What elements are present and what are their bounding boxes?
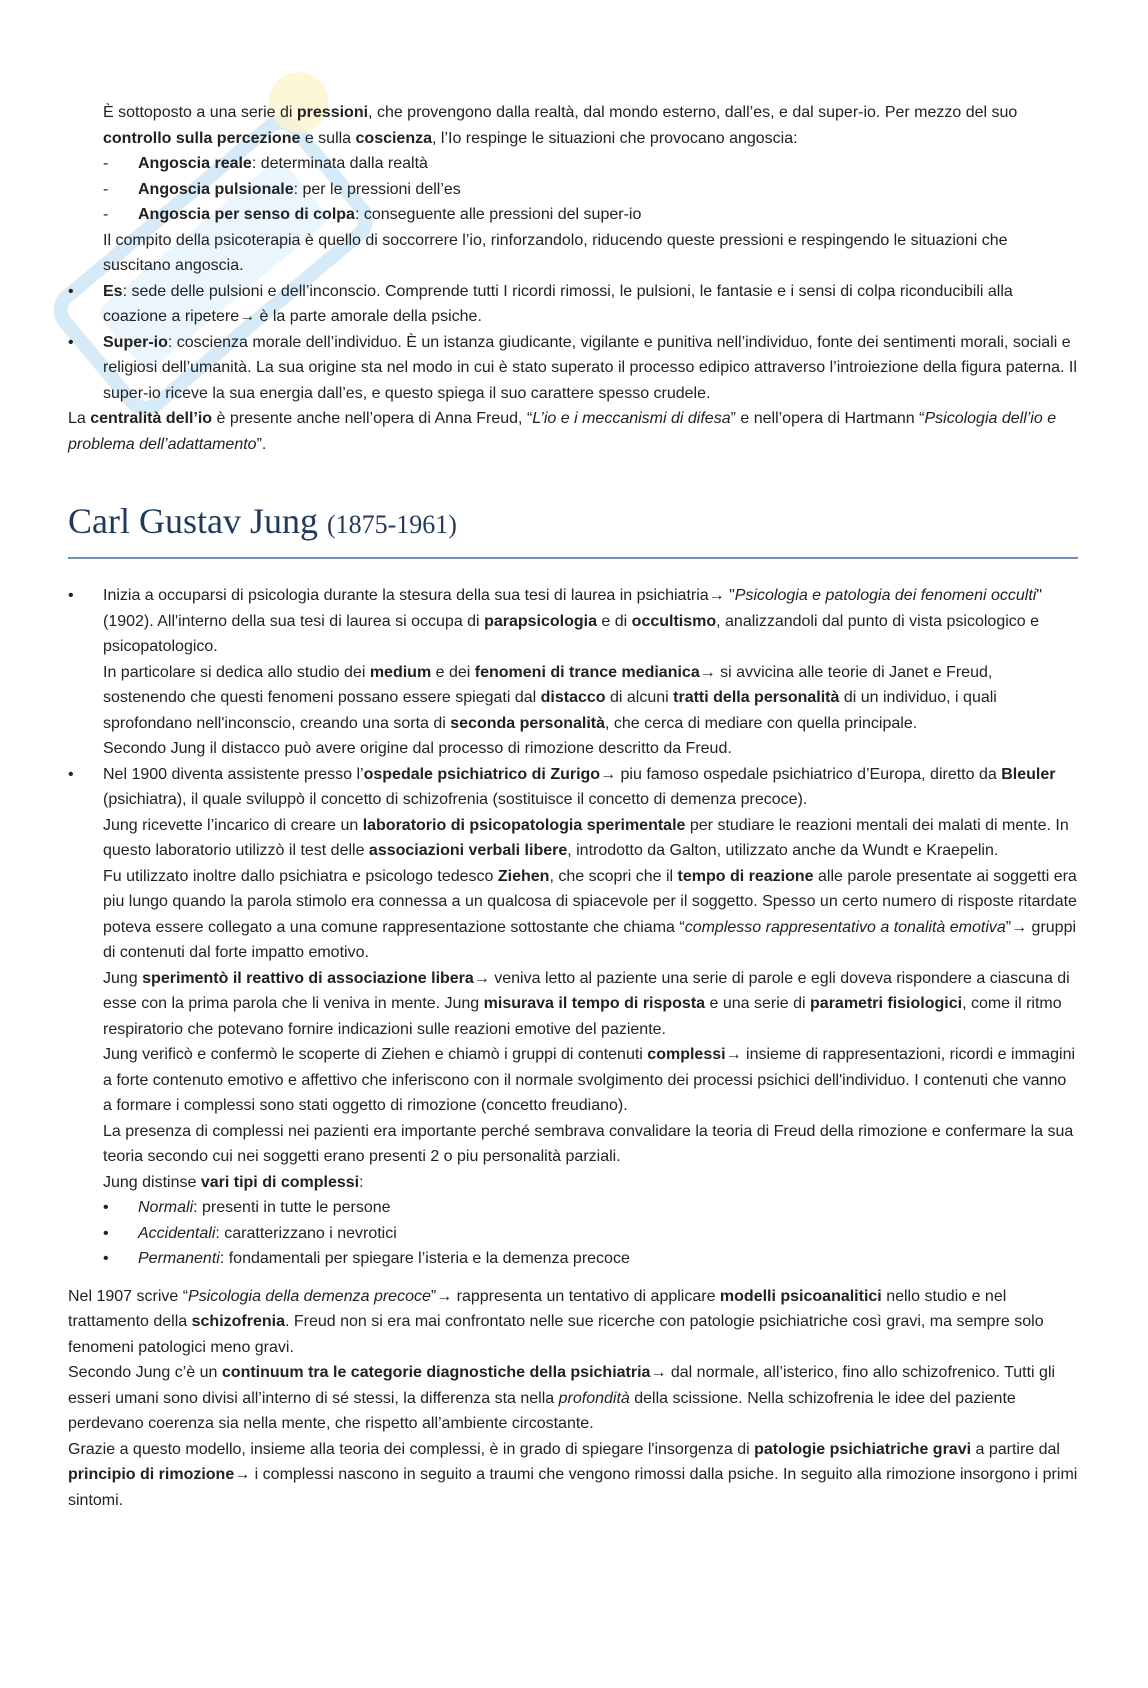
jung-bullet-zurich: • Nel 1900 diventa assistente presso l’ospedale psichiatrico di Zurigo→ piu famoso ospedale psichiatrico d’Europa, diretto da Bleuler (psichiatra), il quale sviluppò il concetto di schizofrenia (sostituisce il concetto di demenza precoce). [68, 765, 1056, 808]
list-item: • Normali: presenti in tutte le persone [103, 1199, 391, 1216]
presence-paragraph: La presenza di complessi nei pazienti era importante perché sembrava convalidare la teoria di Freud della rimozione e confermare la sua teoria secondo cui nei soggetti erano presenti 2 o piu personalità parziali. [103, 1122, 1074, 1165]
list-item: • Accidentali: caratterizzano i nevrotici [103, 1224, 397, 1242]
list-item: - Angoscia per senso di colpa: conseguente alle pressioni del super-io [103, 206, 642, 223]
ziehen-paragraph: Fu utilizzato inoltre dallo psichiatra e psicologo tedesco Ziehen, che scopri che il tempo di reazione alle parole presentate ai soggetti era piu lungo quando la parola stimolo era connessa a un qualcosa di spiacevole per il soggetto. Spesso un certo numero di risposte ritardate poteva essere collegato a una comune rappresentazione sottostante che chiama “complesso rappresentativo a tonalità emotiva”→ gruppi di contenuti dal forte impatto emotivo. [103, 867, 1077, 961]
list-item: - Angoscia reale: determinata dalla realtà [103, 155, 428, 172]
medium-paragraph: In particolare si dedica allo studio dei medium e dei fenomeni di trance medianica→ si avvicina alle teorie di Janet e Freud, sostenendo che questi fenomeni possano essere spiegati dal distacco di alcuni tratti della personalità di un individuo, i quali sprofondano nell'inconscio, creando una sorta di seconda personalità, che cerca di mediare con quella principale. [103, 663, 997, 732]
super-io-bullet: • Super-io: coscienza morale dell’individuo. È un istanza giudicante, vigilante e punitiva nell’individuo, fonte dei sentimenti morali, sociali e religiosi dell’umanità. La sua origine sta nel modo in cui è stato superato il processo edipico attraverso l’introiezione della figura paterna. Il super-io riceve la sua energia dall’es, e questo spiega il suo carattere spesso crudele. [68, 333, 1077, 402]
distacco-paragraph: Secondo Jung il distacco può avere origine dal processo di rimozione descritto da Freud. [103, 740, 732, 757]
section-heading: Carl Gustav Jung (1875-1961) [68, 499, 1078, 559]
dementia-paragraph: Nel 1907 scrive “Psicologia della demenza precoce”→ rappresenta un tentativo di applicare modelli psicoanalitici nello studio e nel trattamento della schizofrenia. Freud non si era mai confrontato nelle sue ricerche con patologie psichiatriche così gravi, ma sempre solo fenomeni patologici meno gravi. [68, 1287, 1044, 1356]
types-intro: Jung distinse vari tipi di complessi: [103, 1173, 364, 1191]
laboratory-paragraph: Jung ricevette l’incarico di creare un laboratorio di psicopatologia sperimentale per studiare le reazioni mentali dei malati di mente. In questo laboratorio utilizzò il test delle associazioni verbali libere, introdotto da Galton, utilizzato anche da Wundt e Kraepelin. [103, 816, 1069, 859]
es-bullet: • Es: sede delle pulsioni e dell’inconscio. Comprende tutti I ricordi rimossi, le pulsioni, le fantasie e i sensi di colpa riconducibili alla coazione a ripetere→ è la parte amorale della psiche. [68, 282, 1013, 325]
io-pressures-paragraph: È sottoposto a una serie di pressioni, che provengono dalla realtà, dal mondo esterno, dall’es, e dal super-io. Per mezzo del suo controllo sulla percezione e sulla coscienza, l’Io respinge le situazioni che provocano angoscia: [103, 104, 1018, 147]
list-item: - Angoscia pulsionale: per le pressioni dell’es [103, 180, 461, 198]
list-item: • Permanenti: fondamentali per spiegare l’isteria e la demenza precoce [103, 1250, 630, 1267]
jung-bullet-thesis: • Inizia a occuparsi di psicologia durante la stesura della sua tesi di laurea in psichiatria→ "Psicologia e patologia dei fenomeni occulti" (1902). All'interno della sua tesi di laurea si occupa di parapsicologia e di occultismo, analizzandoli dal punto di vista psicologico e psicopatologico. [68, 587, 1043, 655]
experiment-paragraph: Jung sperimentò il reattivo di associazione libera→ veniva letto al paziente una serie di parole e egli doveva rispondere a ciascuna di esse con la prima parola che li veniva in mente. Jung misurava il tempo di risposta e una serie di parametri fisiologici, come il ritmo respiratorio che potevano fornire indicazioni sulle reazioni emotive del paziente. [103, 969, 1070, 1038]
model-paragraph: Grazie a questo modello, insieme alla teoria dei complessi, è in grado di spiegare l'insorgenza di patologie psichiatriche gravi a partire dal principio di rimozione→ i complessi nascono in seguito a traumi che vengono rimossi dalla psiche. In seguito alla rimozione insorgono i primi sintomi. [68, 1440, 1078, 1509]
centrality-paragraph: La centralità dell’io è presente anche nell’opera di Anna Freud, “L’io e i meccanismi di difesa” e nell’opera di Hartmann “Psicologia dell’io e problema dell’adattamento”. [68, 410, 1057, 453]
complexes-paragraph: Jung verificò e confermò le scoperte di Ziehen e chiamò i gruppi di contenuti complessi→ insieme di rappresentazioni, ricordi e immagini a forte contenuto emotivo e affettivo che inferiscono con il normale svolgimento dei processi psichici dell'individuo. I contenuti che vanno a formare i complessi sono stati oggetto di rimozione (concetto freudiano). [103, 1046, 1076, 1114]
psychotherapy-paragraph: Il compito della psicoterapia è quello di soccorrere l’io, rinforzandolo, riducendo queste pressioni e respingendo le situazioni che suscitano angoscia. [103, 231, 1008, 274]
continuum-paragraph: Secondo Jung c’è un continuum tra le categorie diagnostiche della psichiatria→ dal normale, all’isterico, fino allo schizofrenico. Tutti gli esseri umani sono divisi all’interno di sé stessi, la differenza sta nella profondità della scissione. Nella schizofrenia le idee del paziente perdevano coerenza sia nella mente, che rispetto all’ambiente circostante. [68, 1364, 1056, 1432]
